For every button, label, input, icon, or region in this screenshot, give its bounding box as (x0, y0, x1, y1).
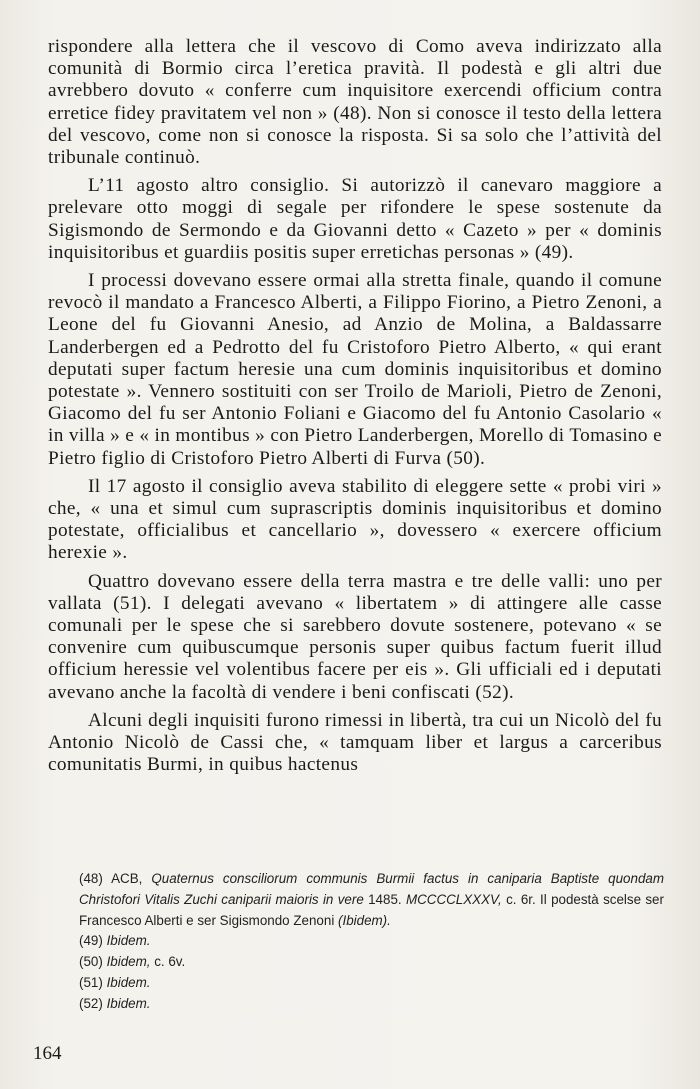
footnote-52 (79, 994, 664, 1015)
footnote-year: 1485. (368, 891, 402, 907)
paragraph-5: Quattro dovevano essere della terra mastra e tre delle valli: uno per vallata (51). I delegati avevano « libertatem » di attingere alle casse comunali per le spese che si sarebbero dovute sostenere, potevano « se convenire cum quibuscumque personis super quibus factum fuerit illud officium heressie vel volentibus facere per eis ». Gli ufficiali ed i deputati avevano anche la facoltà di vendere i beni confiscati (52). (48, 570, 662, 703)
footnote-ibidem: Ibidem, (106, 954, 151, 970)
footnote-49 (79, 931, 664, 952)
main-text (48, 36, 662, 777)
footnote-number: (49) (79, 933, 103, 949)
footnote-archive: ACB, (111, 871, 143, 886)
paragraph-1: rispondere alla lettera che il vescovo di Como aveva indirizzato alla comunità di Bormio circa l’eretica pravità. Il podestà e gli altri due avrebbero dovuto « conferre cum inquisitore exercendi officium contra erretice fidey pravitatem vel non » (48). Non si conosce il testo della lettera del vescovo, come non si conosce la risposta. Si sa solo che l’attività del tribunale continuò. (48, 36, 662, 169)
footnote-source-title: Quaternus consciliorum communis Burmii factus in caniparia Baptiste quondam Christofori Vitalis Zuchi caniparii maioris in vere (79, 871, 664, 907)
footnote-51 (79, 973, 664, 994)
footnote-number: (50) (79, 954, 103, 970)
paragraph-3: I processi dovevano essere ormai alla stretta finale, quando il comune revocò il mandato a Francesco Alberti, a Filippo Fiorino, a Pietro Zenoni, a Leone del fu Giovanni Anesio, ad Anzio de Molina, a Baldassarre Landerbergen ed a Pedrotto del fu Cristoforo Pietro Alberto, « qui erant deputati super factum heresie una cum dominis inquisitoribus et domino potestate ». Vennero sostituiti con ser Troilo de Marioli, Pietro de Zenoni, Giacomo del fu ser Antonio Foliani e Giacomo del fu Antonio Casolario « in villa » e « in montibus » con Pietro Landerbergen, Morello di Tomasino e Pietro figlio di Cristoforo Pietro Alberti di Furva (50). (48, 270, 662, 469)
footnote-note: c. 6r. Il podestà scelse ser Francesco Alberti e ser Sigismondo Zenoni (79, 891, 664, 928)
page-number: 164 (33, 1043, 62, 1064)
footnote-roman-year: MCCCCLXXXV, (405, 891, 502, 907)
paragraph-4: Il 17 agosto il consiglio aveva stabilito di eleggere sette « probi viri » che, « una et simul cum suprascriptis dominis inquisitoribus et domino potestate, officialibus et cancellario », dovessero « exercere officium herexie ». (48, 475, 662, 564)
footnote-48 (79, 869, 664, 931)
footnote-number: (52) (79, 995, 103, 1011)
footnote-number: (51) (79, 974, 103, 990)
footnote-ibidem: (Ibidem). (338, 912, 391, 928)
footnote-50 (79, 952, 664, 973)
paragraph-6: Alcuni degli inquisiti furono rimessi in libertà, tra cui un Nicolò del fu Antonio Nicolò de Cassi che, « tamquam liber et largus a carceribus comunitatis Burmi, in quibus hactenus (48, 709, 662, 776)
footnote-folio: c. 6v. (154, 954, 186, 970)
footnote-ibidem: Ibidem. (106, 933, 151, 949)
footnote-number: (48) (79, 871, 103, 886)
footnote-ibidem: Ibidem. (106, 995, 151, 1011)
footnotes (79, 869, 664, 1015)
footnote-ibidem: Ibidem. (106, 974, 151, 990)
paragraph-2: L’11 agosto altro consiglio. Si autorizzò il canevaro maggiore a prelevare otto moggi di segale per rifondere le spese sostenute da Sigismondo de Sermondo e da Giovanni detto « Cazeto » per « dominis inquisitoribus et guardiis positis super erretichas personas » (49). (48, 175, 662, 263)
